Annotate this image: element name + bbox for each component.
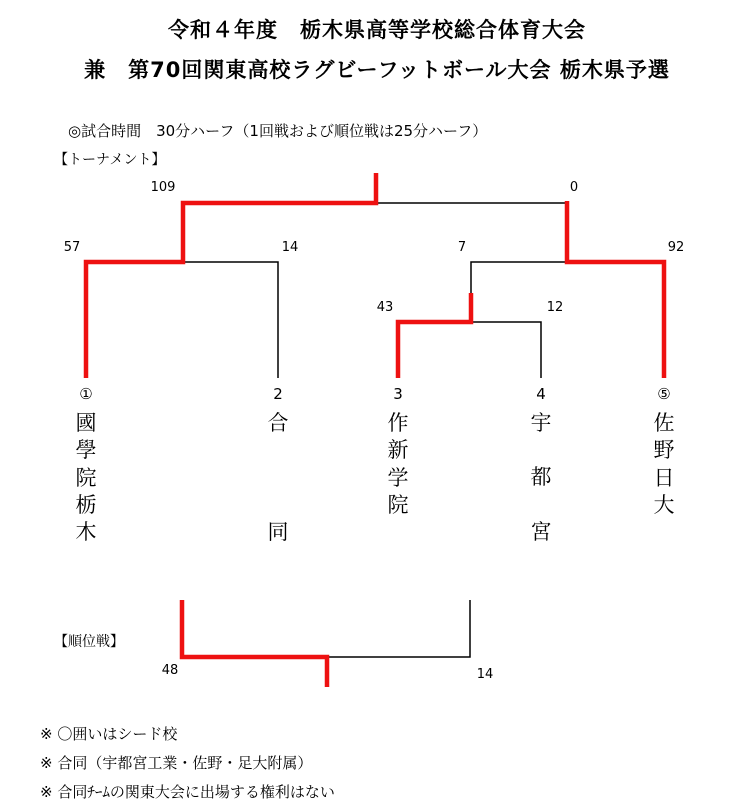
score-r1-left: 43 (376, 300, 394, 315)
bracket-line-team2 (183, 262, 278, 378)
score-final-left: 109 (150, 180, 176, 195)
team-sakushin-gakuin: 作 新 学 院 (387, 411, 409, 517)
score-sf2-right: 92 (667, 240, 685, 255)
bracket-line-team4 (471, 322, 541, 378)
winner-line-placement (182, 600, 327, 687)
placement-score-right: 14 (476, 667, 494, 682)
bracket-line-sf2-left (471, 262, 567, 295)
placement-score-left: 48 (161, 663, 179, 678)
seed-1: ① (79, 385, 93, 403)
score-final-right: 0 (569, 180, 579, 195)
match-time-note: ◎試合時間 30分ハーフ（1回戦および順位戦は25分ハーフ） (68, 122, 488, 140)
team-utsunomiya: 宇 都 宮 (530, 411, 552, 544)
score-r1-right: 12 (546, 300, 564, 315)
footnote-godo-members: ※ 合同（宇都宮工業・佐野・足大附属） (40, 754, 313, 772)
seed-2: 2 (273, 385, 283, 403)
bracket-line-placement-right (327, 600, 470, 657)
winner-line-sanonichidai (567, 201, 664, 378)
team-kokugakuin-tochigi: 國 學 院 栃 木 (75, 411, 97, 545)
winner-line-sakushin (398, 293, 471, 378)
title-line-1: 令和４年度 栃木県高等学校総合体育大会 (168, 18, 586, 42)
footnote-seed: ※ 〇囲いはシード校 (40, 725, 178, 743)
tournament-label: 【トーナメント】 (54, 152, 166, 168)
team-sano-nichidai: 佐 野 日 大 (653, 411, 675, 517)
score-sf2-left: 7 (457, 240, 467, 255)
winner-line-kokugakuin (86, 173, 376, 378)
footnote-godo-eligibility: ※ 合同ﾁｰﾑの関東大会に出場する権利はない (40, 783, 335, 801)
placement-label: 【順位戦】 (54, 634, 124, 650)
seed-4: 4 (536, 385, 546, 403)
score-sf1-right: 14 (281, 240, 299, 255)
team-godo: 合 同 (267, 411, 289, 544)
seed-3: 3 (393, 385, 403, 403)
score-sf1-left: 57 (63, 240, 81, 255)
seed-5: ⑤ (657, 385, 671, 403)
title-line-2: 兼 第70回関東高校ラグビーフットボール大会 栃木県予選 (84, 58, 670, 82)
